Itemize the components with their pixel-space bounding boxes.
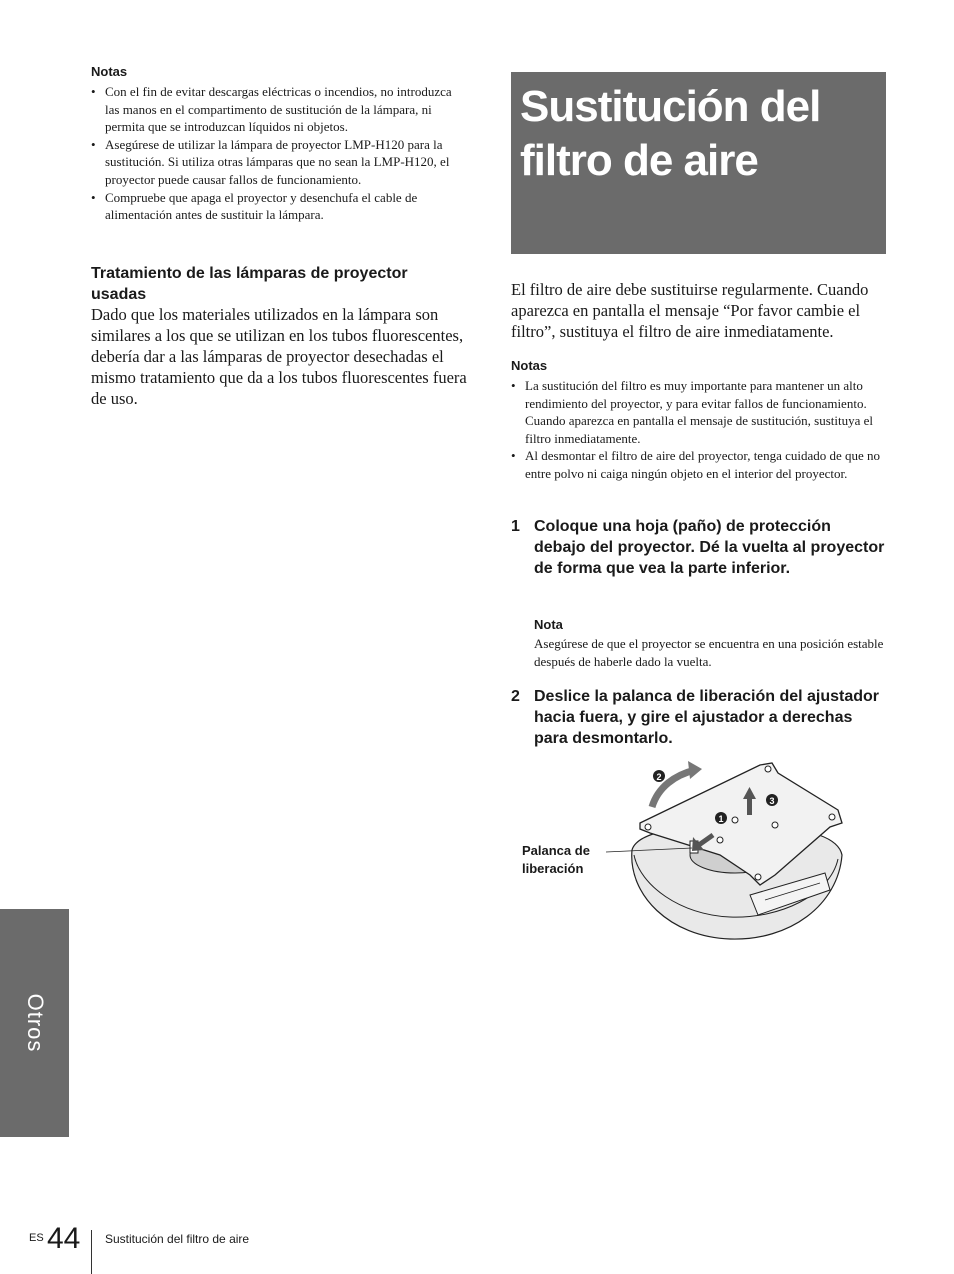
footer-section-title: Sustitución del filtro de aire <box>105 1232 250 1246</box>
footer-language: ES <box>29 1232 44 1244</box>
section-side-tab <box>0 909 69 1137</box>
step-text: Deslice la palanca de liberación del ajustador hacia fuera, y gire el ajustador a derechas para desmontarlo. <box>534 688 880 747</box>
callout-3 <box>766 794 778 806</box>
step-2 <box>511 686 886 749</box>
page-title-line1: Sustitución del <box>520 82 821 131</box>
figure-label-line: Palanca de <box>522 843 590 858</box>
notes-heading: Notas <box>511 358 548 373</box>
figure-label-line: liberación <box>522 861 584 876</box>
figure-label <box>522 842 590 878</box>
page-title-line2: filtro de aire <box>520 136 758 185</box>
callout-2 <box>653 770 665 782</box>
list-item: • Compruebe que apaga el proyector y desenchufa el cable de alimentación antes de sustituir la lámpara. <box>91 189 466 224</box>
svg-text:3: 3 <box>769 796 775 806</box>
side-tab-label: Otros <box>22 993 48 1053</box>
step-text: Coloque una hoja (paño) de protección debajo del proyector. Dé la vuelta al proyector de forma que vea la parte inferior. <box>534 518 885 577</box>
page-number: 44 <box>47 1222 81 1255</box>
body-paragraph: Dado que los materiales utilizados en la lámpara son similares a los que se utilizan en los tubos fluorescentes, debería dar a las lámparas de proyector desechadas el mismo tratamiento que da a los tubos fluorescentes fuera de uso. <box>91 305 467 408</box>
step-note-heading: Nota <box>534 617 563 632</box>
section-subheading: Tratamiento de las lámparas de proyector usadas <box>91 265 408 303</box>
list-item: • Asegúrese de utilizar la lámpara de proyector LMP-H120 para la sustitución. Si utiliza otras lámparas que no sean la LMP-H120, el proyector puede causar fallos de funcionamiento. <box>91 136 466 189</box>
svg-text:1: 1 <box>718 814 724 824</box>
list-item: • Al desmontar el filtro de aire del proyector, tenga cuidado de que no entre polvo ni caiga ningún objeto en el interior del proyector. <box>511 447 887 482</box>
notes-heading: Notas <box>91 64 128 79</box>
intro-paragraph: El filtro de aire debe sustituirse regularmente. Cuando aparezca en pantalla el mensaje “Por favor cambie el filtro”, sustituya el filtro de aire inmediatamente. <box>511 280 869 341</box>
filter-removal-illustration <box>600 755 860 945</box>
step-1 <box>511 516 886 579</box>
list-item: • La sustitución del filtro es muy importante para mantener un alto rendimiento del proyector, y para evitar fallos de funcionamiento. Cuando aparezca en pantalla el mensaje de sustitución, sustituya el filtro inmediatamente. <box>511 377 887 447</box>
callout-1 <box>715 812 727 824</box>
step-note-text: Asegúrese de que el proyector se encuentra en una posición estable después de haberle dado la vuelta. <box>534 636 884 669</box>
step-number: 2 <box>511 688 520 705</box>
page-title-block <box>511 72 886 254</box>
step-number: 1 <box>511 518 520 535</box>
svg-text:2: 2 <box>656 772 662 782</box>
footer-divider <box>91 1230 92 1274</box>
list-item: • Con el fin de evitar descargas eléctricas o incendios, no introduzca las manos en el compartimento de sustitución de la lámpara, ni permita que se introduzcan líquidos ni objetos. <box>91 83 466 136</box>
notes-list <box>91 83 466 224</box>
notes-list <box>511 377 887 483</box>
